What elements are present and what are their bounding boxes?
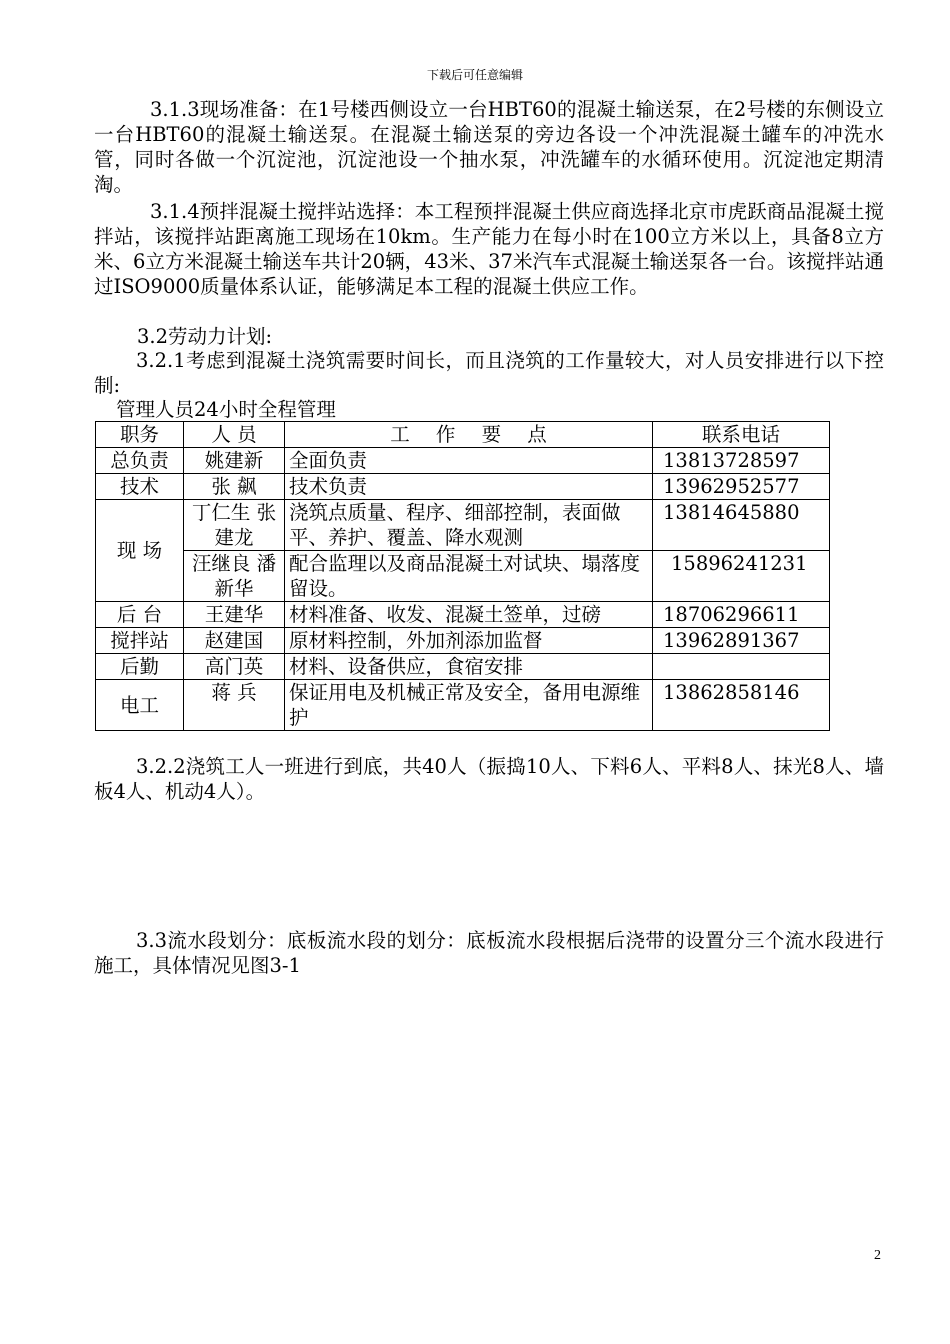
- page-number: 2: [874, 1248, 881, 1263]
- cell-phone: 15896241231: [653, 551, 830, 602]
- cell-phone: 13862858146: [653, 680, 830, 731]
- cell-person: 丁仁生 张建龙: [184, 500, 285, 551]
- paragraph-3-1-4-text: 3.1.4预拌混凝土搅拌站选择：本工程预拌混凝土供应商选择北京市虎跃商品混凝土搅拌站，该搅拌站距离施工现场在10km。生产能力在每小时在100立方米以上，具备8立方米、6立方米混凝土输送车共计20辆，43米、37米汽车式混凝土输送泵各一台。该搅拌站通过ISO9000质量体系认证，能够满足本工程的混凝土供应工作。: [94, 200, 884, 298]
- staff-table: [95, 421, 830, 731]
- paragraph-3-2-1: [94, 348, 884, 398]
- paragraph-3-3-text: 3.3流水段划分：底板流水段的划分：底板流水段根据后浇带的设置分三个流水段进行施工，具体情况见图3-1: [94, 929, 884, 977]
- table-row: [96, 680, 830, 731]
- cell-person: 汪继良 潘新华: [184, 551, 285, 602]
- cell-role: 技术: [96, 474, 184, 500]
- cell-role: 后 台: [96, 602, 184, 628]
- table-caption: 管理人员24小时全程管理: [116, 398, 336, 421]
- cell-duty: 配合监理以及商品混凝土对试块、塌落度留设。: [285, 551, 653, 602]
- cell-role: 总负责: [96, 448, 184, 474]
- paragraph-3-3: [94, 928, 884, 978]
- cell-phone: 18706296611: [653, 602, 830, 628]
- table-row: [96, 602, 830, 628]
- cell-duty: 材料、设备供应，食宿安排: [285, 654, 653, 680]
- cell-duty: 保证用电及机械正常及安全，备用电源维护: [285, 680, 653, 731]
- cell-phone: 13962891367: [653, 628, 830, 654]
- cell-person: 姚建新: [184, 448, 285, 474]
- header-duty: 工 作 要 点: [285, 422, 653, 448]
- cell-person: 张 飙: [184, 474, 285, 500]
- paragraph-3-1-4: [94, 199, 884, 299]
- paragraph-3-2-1-text: 3.2.1考虑到混凝土浇筑需要时间长，而且浇筑的工作量较大，对人员安排进行以下控制:: [94, 349, 884, 397]
- paragraph-3-2-2: [94, 754, 884, 804]
- cell-role: 搅拌站: [96, 628, 184, 654]
- cell-person: 高门英: [184, 654, 285, 680]
- cell-person: 蒋 兵: [184, 680, 285, 731]
- cell-duty: 原材料控制，外加剂添加监督: [285, 628, 653, 654]
- cell-phone: 13813728597: [653, 448, 830, 474]
- cell-person: 赵建国: [184, 628, 285, 654]
- cell-role: 现 场: [96, 500, 184, 602]
- cell-phone: [653, 654, 830, 680]
- paragraph-3-1-3-text: 3.1.3现场准备：在1号楼西侧设立一台HBT60的混凝土输送泵，在2号楼的东侧设立一台HBT60的混凝土输送泵。在混凝土输送泵的旁边各设一个冲洗混凝土罐车的冲洗水管，同时各做一个沉淀池，沉淀池设一个抽水泵，冲洗罐车的水循环使用。沉淀池定期清淘。: [94, 98, 884, 196]
- page-header: 下载后可任意编辑: [426, 68, 523, 82]
- cell-role: 后勤: [96, 654, 184, 680]
- table-row: [96, 551, 830, 602]
- table-row: [96, 628, 830, 654]
- cell-role: 电工: [96, 680, 184, 731]
- table-row: [96, 448, 830, 474]
- cell-phone: 13962952577: [653, 474, 830, 500]
- table-row: [96, 500, 830, 551]
- paragraph-3-2-2-text: 3.2.2浇筑工人一班进行到底，共40人（振捣10人、下料6人、平料8人、抹光8人、墙板4人、机动4人）。: [94, 755, 884, 803]
- header-phone: 联系电话: [653, 422, 830, 448]
- table-row: [96, 474, 830, 500]
- cell-duty: 浇筑点质量、程序、细部控制，表面做平、养护、覆盖、降水观测: [285, 500, 653, 551]
- cell-person: 王建华: [184, 602, 285, 628]
- cell-duty: 材料准备、收发、混凝土签单，过磅: [285, 602, 653, 628]
- heading-3-2: 3.2劳动力计划:: [137, 325, 273, 348]
- cell-duty: 全面负责: [285, 448, 653, 474]
- header-role: 职务: [96, 422, 184, 448]
- table-header-row: [96, 422, 830, 448]
- paragraph-3-1-3: [94, 97, 884, 197]
- table-row: [96, 654, 830, 680]
- header-person: 人 员: [184, 422, 285, 448]
- cell-duty: 技术负责: [285, 474, 653, 500]
- cell-phone: 13814645880: [653, 500, 830, 551]
